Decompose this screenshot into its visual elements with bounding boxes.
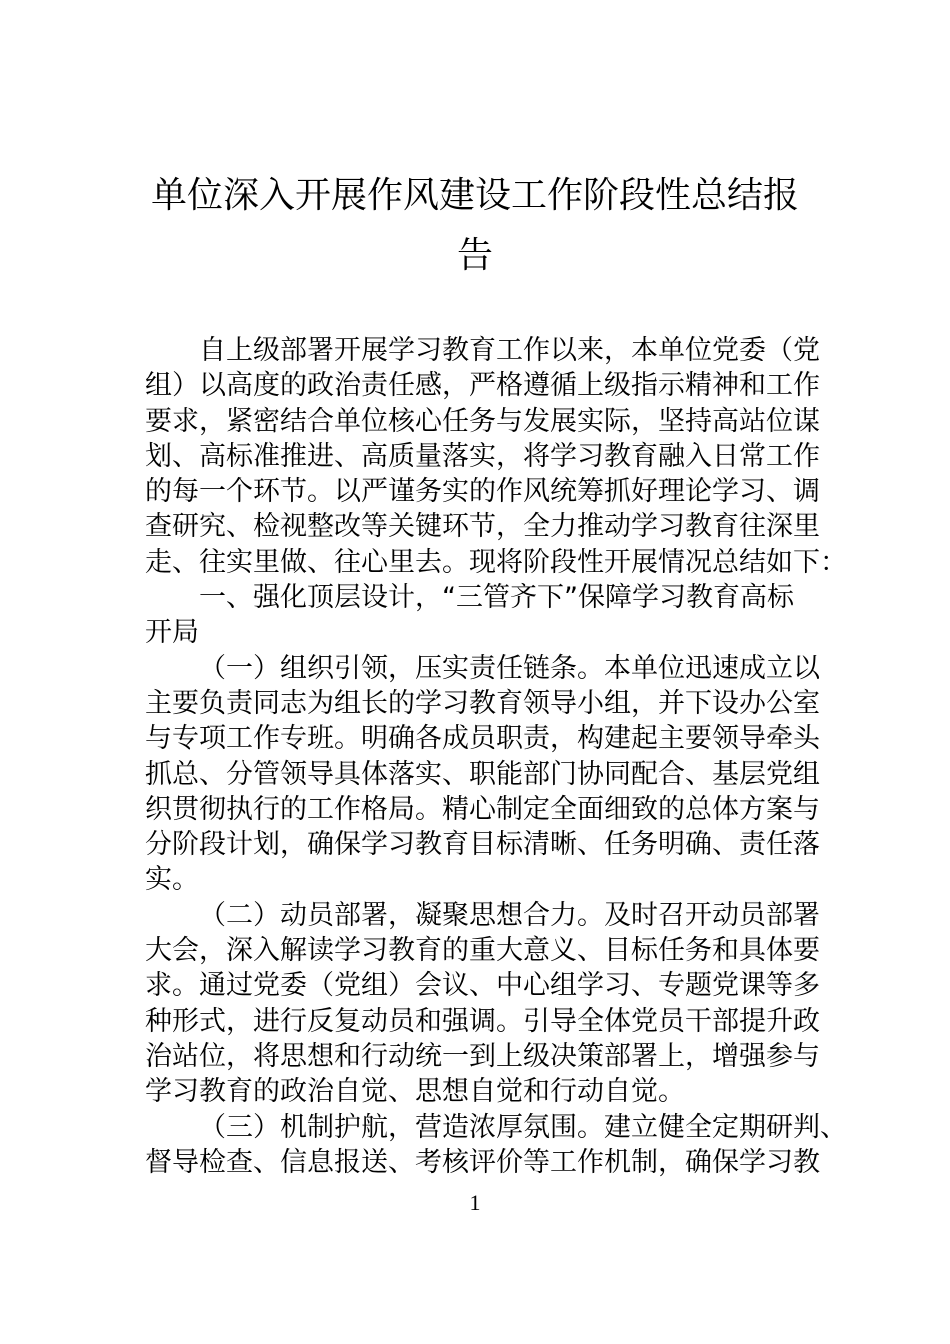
body-line: 与专项工作专班。明确各成员职责，构建起主要领导牵头 bbox=[145, 723, 820, 755]
section-heading-line: 一、强化顶层设计，“三管齐下”保障学习教育高标 bbox=[199, 582, 794, 614]
body-line: 织贯彻执行的工作格局。精心制定全面细致的总体方案与 bbox=[145, 793, 820, 825]
body-line: （一）组织引领，压实责任链条。本单位迅速成立以 bbox=[199, 652, 820, 684]
body-line: 大会，深入解读学习教育的重大意义、目标任务和具体要 bbox=[145, 935, 820, 967]
body-line: 走、往实里做、往心里去。现将阶段性开展情况总结如下： bbox=[145, 546, 847, 578]
body-line: 治站位，将思想和行动统一到上级决策部署上，增强参与 bbox=[145, 1040, 820, 1072]
body-line: （三）机制护航，营造浓厚氛围。建立健全定期研判、 bbox=[199, 1111, 847, 1143]
body-line: 求。通过党委（党组）会议、中心组学习、专题党课等多 bbox=[145, 970, 820, 1002]
body-line: 实。 bbox=[145, 864, 199, 896]
body-line: 分阶段计划，确保学习教育目标清晰、任务明确、责任落 bbox=[145, 829, 820, 861]
title-line-2: 告 bbox=[456, 235, 493, 276]
body-line: 主要负责同志为组长的学习教育领导小组，并下设办公室 bbox=[145, 687, 820, 719]
body-line: 学习教育的政治自觉、思想自觉和行动自觉。 bbox=[145, 1076, 685, 1108]
page-number: 1 bbox=[469, 1190, 481, 1215]
body-line: 督导检查、信息报送、考核评价等工作机制，确保学习教 bbox=[145, 1146, 820, 1178]
body-line: 的每一个环节。以严谨务实的作风统筹抓好理论学习、调 bbox=[145, 476, 820, 508]
body-line: 组）以高度的政治责任感，严格遵循上级指示精神和工作 bbox=[145, 370, 820, 402]
body-line: 自上级部署开展学习教育工作以来，本单位党委（党 bbox=[199, 335, 820, 366]
body-line: 划、高标准推进、高质量落实，将学习教育融入日常工作 bbox=[145, 440, 820, 472]
body-line: （二）动员部署，凝聚思想合力。及时召开动员部署 bbox=[199, 899, 820, 931]
body-line: 要求，紧密结合单位核心任务与发展实际，坚持高站位谋 bbox=[145, 405, 820, 437]
body-line: 查研究、检视整改等关键环节，全力推动学习教育往深里 bbox=[145, 511, 820, 543]
document-title bbox=[140, 166, 810, 286]
section-heading-line: 开局 bbox=[145, 617, 199, 649]
title-line-1: 单位深入开展作风建设工作阶段性总结报 bbox=[150, 175, 799, 216]
document-body bbox=[145, 333, 847, 1180]
body-line: 抓总、分管领导具体落实、职能部门协同配合、基层党组 bbox=[145, 758, 820, 790]
body-line: 种形式，进行反复动员和强调。引导全体党员干部提升政 bbox=[145, 1005, 820, 1037]
